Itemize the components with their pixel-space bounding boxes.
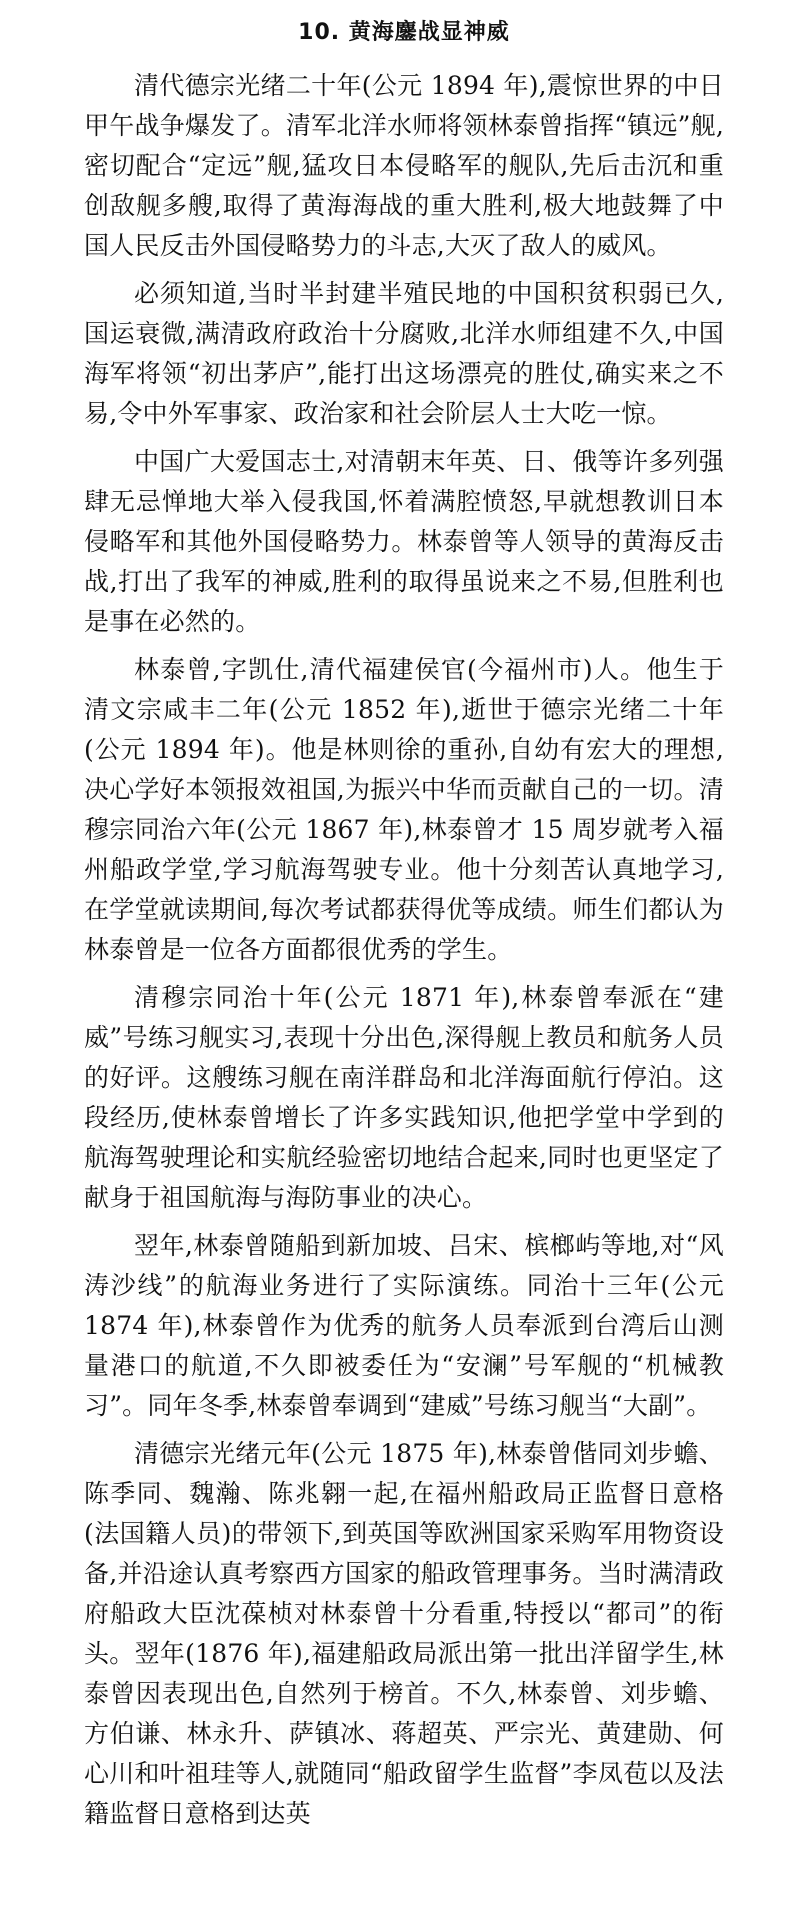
paragraph: 清德宗光绪元年(公元 1875 年),林泰曾偕同刘步蟾、陈季同、魏瀚、陈兆翱一起,在福州船政局正监督日意格(法国籍人员)的带领下,到英国等欧洲国家采购军用物资设备,并沿途认真考察西方国家的船政管理事务。当时满清政府船政大臣沈葆桢对林泰曾十分看重,特授以“都司”的衔头。翌年(1876 年),福建船政局派出第一批出洋留学生,林泰曾因表现出色,自然列于榜首。不久,林泰曾、刘步蟾、方伯谦、林永升、萨镇冰、蒋超英、严宗光、黄建勋、何心川和叶祖珪等人,就随同“船政留学生监督”李凤苞以及法籍监督日意格到达英 (84, 1439, 724, 1828)
paragraph: 中国广大爱国志士,对清朝末年英、日、俄等许多列强肆无忌惮地大举入侵我国,怀着满腔愤怒,早就想教训日本侵略军和其他外国侵略势力。林泰曾等人领导的黄海反击战,打出了我军的神威,胜利的取得虽说来之不易,但胜利也是事在必然的。 (84, 447, 724, 636)
paragraph: 必须知道,当时半封建半殖民地的中国积贫积弱已久,国运衰微,满清政府政治十分腐败,北洋水师组建不久,中国海军将领“初出茅庐”,能打出这场漂亮的胜仗,确实来之不易,令中外军事家、政治家和社会阶层人士大吃一惊。 (84, 279, 724, 428)
paragraph: 翌年,林泰曾随船到新加坡、吕宋、槟榔屿等地,对“风涛沙线”的航海业务进行了实际演练。同治十三年(公元 1874 年),林泰曾作为优秀的航务人员奉派到台湾后山测量港口的航道,不久即被委任为“安澜”号军舰的“机械教习”。同年冬季,林泰曾奉调到“建威”号练习舰当“大副”。 (84, 1231, 724, 1420)
paragraph: 清穆宗同治十年(公元 1871 年),林泰曾奉派在“建威”号练习舰实习,表现十分出色,深得舰上教员和航务人员的好评。这艘练习舰在南洋群岛和北洋海面航行停泊。这段经历,使林泰曾增长了许多实践知识,他把学堂中学到的航海驾驶理论和实航经验密切地结合起来,同时也更坚定了献身于祖国航海与海防事业的决心。 (84, 983, 724, 1212)
paragraph: 清代德宗光绪二十年(公元 1894 年),震惊世界的中日甲午战争爆发了。清军北洋水师将领林泰曾指挥“镇远”舰,密切配合“定远”舰,猛攻日本侵略军的舰队,先后击沉和重创敌舰多艘,取得了黄海海战的重大胜利,极大地鼓舞了中国人民反击外国侵略势力的斗志,大灭了敌人的威风。 (84, 71, 724, 260)
article-body (84, 66, 724, 1834)
chapter-title: 10. 黄海鏖战显神威 (298, 20, 510, 45)
document-page (84, 0, 724, 1914)
paragraph: 林泰曾,字凯仕,清代福建侯官(今福州市)人。他生于清文宗咸丰二年(公元 1852 年),逝世于德宗光绪二十年(公元 1894 年)。他是林则徐的重孙,自幼有宏大的理想,决心学好本领报效祖国,为振兴中华而贡献自己的一切。清穆宗同治六年(公元 1867 年),林泰曾才 15 周岁就考入福州船政学堂,学习航海驾驶专业。他十分刻苦认真地学习,在学堂就读期间,每次考试都获得优等成绩。师生们都认为林泰曾是一位各方面都很优秀的学生。 (84, 655, 724, 964)
